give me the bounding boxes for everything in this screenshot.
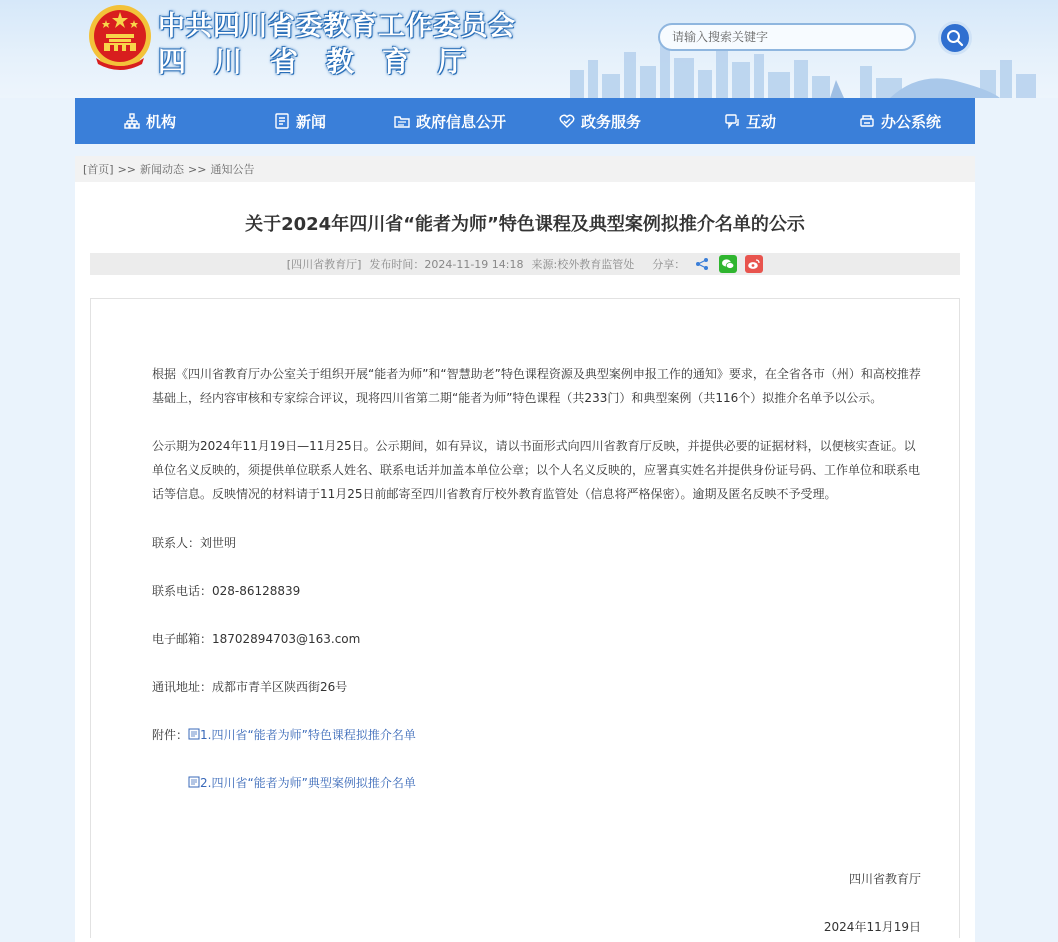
service-icon <box>559 113 575 129</box>
nav-item-office[interactable] <box>825 98 975 144</box>
breadcrumb-notice-link[interactable]: 通知公告 <box>210 163 255 176</box>
nav-label: 办公系统 <box>880 112 941 131</box>
main-nav <box>75 98 975 144</box>
news-icon <box>274 113 290 129</box>
national-emblem-logo <box>86 2 154 74</box>
meta-share-label: 分享： <box>652 258 686 271</box>
site-header <box>0 0 1058 98</box>
paragraph-text: 根据《四川省教育厅办公室关于组织开展“能者为师”和“智慧助老”特色课程资源及典型案例申报工作的通知》要求，在全省各市（州）和高校推荐基础上，经内容审核和专家综合评议，现将四川省第二期“能者为师”特色课程（共233门）和典型案例（共116个）拟推介名单予以公示。 <box>152 367 921 405</box>
meta-origin: 来源:校外教育监管处 <box>531 258 635 271</box>
document-icon <box>188 728 200 740</box>
signature-org: 四川省教育厅 <box>848 872 921 886</box>
nav-label: 政府信息公开 <box>415 112 506 131</box>
contact-person: 联系人：刘世明 <box>152 536 237 550</box>
document-icon <box>188 776 200 788</box>
signature-date: 2024年11月19日 <box>823 920 921 934</box>
breadcrumb-separator: >> <box>188 162 207 176</box>
search-icon <box>946 29 964 47</box>
search-input[interactable] <box>658 23 916 51</box>
nav-item-interaction[interactable] <box>675 98 825 144</box>
contact-phone: 联系电话：028-86128839 <box>152 584 301 598</box>
nav-item-org[interactable] <box>75 98 225 144</box>
nav-label: 互动 <box>745 112 776 131</box>
site-title-primary: 中共四川省委教育工作委员会 <box>158 11 516 42</box>
info-icon <box>394 113 410 129</box>
breadcrumb-home-link[interactable]: [首页] <box>83 163 114 176</box>
attachment-row-1 <box>152 726 416 743</box>
nav-item-services[interactable] <box>525 98 675 144</box>
attachment-link-courses[interactable]: 1.四川省“能者为师”特色课程拟推介名单 <box>200 728 416 742</box>
contact-email: 电子邮箱：18702894703@163.com <box>152 632 361 646</box>
contact-address: 通讯地址：成都市青羊区陕西街26号 <box>152 680 348 694</box>
breadcrumb-news-link[interactable]: 新闻动态 <box>140 163 185 176</box>
article-meta-bar <box>90 253 960 275</box>
wechat-icon[interactable] <box>719 255 737 273</box>
attachment-label: 附件： <box>152 728 189 742</box>
office-icon <box>859 113 875 129</box>
attachment-row-2 <box>188 774 416 791</box>
meta-source: [四川省教育厅] <box>286 258 362 271</box>
article-title: 关于2024年四川省“能者为师”特色课程及典型案例拟推介名单的公示 <box>245 214 805 235</box>
meta-publish-time: 发布时间：2024-11-19 14:18 <box>369 258 524 271</box>
breadcrumb-separator: >> <box>117 162 137 176</box>
breadcrumb <box>75 156 975 182</box>
site-title-secondary: 四川省教育厅 <box>158 45 495 78</box>
attachment-link-cases[interactable]: 2.四川省“能者为师”典型案例拟推介名单 <box>200 776 416 790</box>
nav-label: 新闻 <box>295 112 326 131</box>
article-paragraph-1 <box>152 362 922 410</box>
nav-item-gov-info[interactable] <box>375 98 525 144</box>
weibo-icon[interactable] <box>745 255 763 273</box>
nav-item-news[interactable] <box>225 98 375 144</box>
search-button[interactable] <box>938 21 972 55</box>
nav-label: 政务服务 <box>580 112 641 131</box>
interact-icon <box>724 113 740 129</box>
share-icon[interactable] <box>693 255 711 273</box>
paragraph-text: 公示期为2024年11月19日—11月25日。公示期间，如有异议，请以书面形式向四川省教育厅反映，并提供必要的证据材料，以便核实查证。以单位名义反映的，须提供单位联系人姓名、联系电话并加盖本单位公章；以个人名义反映的，应署真实姓名并提供身份证号码、工作单位和联系电话等信息。反映情况的材料请于11月25日前邮寄至四川省教育厅校外教育监管处（信息将严格保密）。逾期及匿名反映不予受理。 <box>152 439 921 501</box>
nav-label: 机构 <box>145 112 176 131</box>
article-paragraph-2 <box>152 434 922 506</box>
org-icon <box>124 113 140 129</box>
